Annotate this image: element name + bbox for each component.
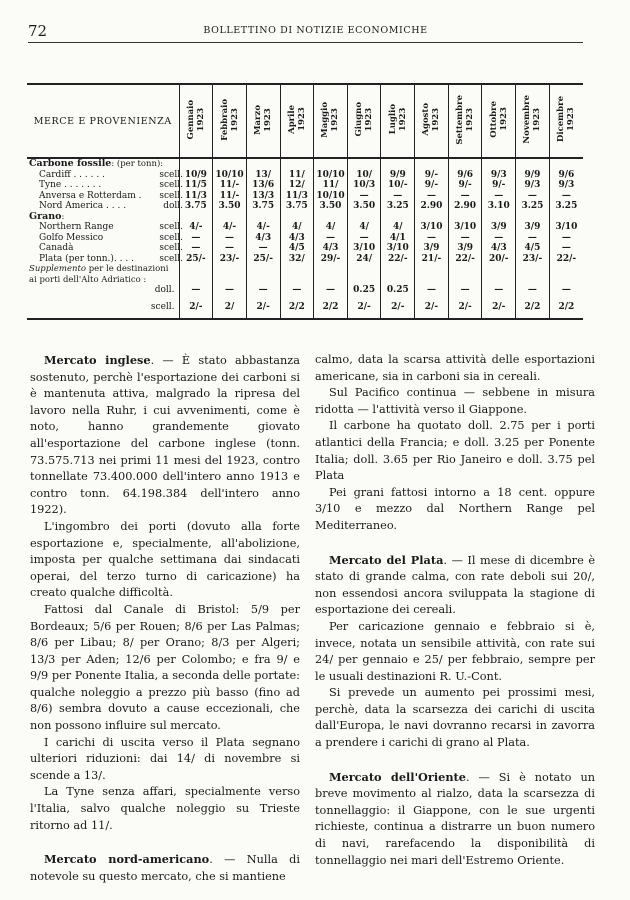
value-cell: 4/ xyxy=(381,222,415,233)
value-cell: — xyxy=(415,233,449,244)
value-cell: 3.25 xyxy=(516,201,550,212)
empty-cell xyxy=(314,212,348,223)
right-column-text xyxy=(315,352,595,869)
value-cell: — xyxy=(482,233,516,244)
page-header xyxy=(28,22,603,42)
row-label xyxy=(27,169,183,181)
value-cell: 3.50 xyxy=(314,201,348,212)
table-row-carbone xyxy=(27,201,583,212)
column-header-month: Ottobre 1923 xyxy=(482,84,516,158)
value-cell: — xyxy=(482,191,516,202)
value-cell: 3/9 xyxy=(448,243,482,254)
value-cell: 3.25 xyxy=(549,201,583,212)
table-row-supplemento xyxy=(27,285,583,302)
row-unit: scell. xyxy=(159,232,183,243)
row-unit: doll. xyxy=(163,201,183,211)
value-cell: — xyxy=(179,243,213,254)
row-unit: doll. xyxy=(154,285,175,295)
value-cell: — xyxy=(381,191,415,202)
value-cell: — xyxy=(179,285,213,302)
empty-cell xyxy=(415,158,449,170)
value-cell: 13/ xyxy=(246,170,280,181)
value-cell: 10/- xyxy=(381,180,415,191)
empty-cell xyxy=(347,158,381,170)
value-cell: 3.50 xyxy=(213,201,247,212)
row-label xyxy=(27,190,183,202)
empty-cell xyxy=(246,158,280,170)
column-header-month: Agosto 1923 xyxy=(415,84,449,158)
value-cell: 22/- xyxy=(549,254,583,265)
value-cell: — xyxy=(516,191,550,202)
value-cell: 9/- xyxy=(415,170,449,181)
row-name: Plata (per tonn.). . . . xyxy=(39,253,134,264)
value-cell: 2.90 xyxy=(415,201,449,212)
section-paragraph xyxy=(30,352,300,519)
row-name: Anversa e Rotterdam . xyxy=(39,190,142,201)
paragraph xyxy=(315,685,595,751)
paragraph-text: Il carbone ha quotato doll. 2.75 per i porti atlantici della Francia; e doll. 3.25 per Ponente Italia; doll. 3.65 per Rio Janeiro e doll. 3.75 pel Plata xyxy=(315,419,595,483)
value-cell: — xyxy=(179,233,213,244)
value-cell: — xyxy=(448,233,482,244)
value-cell: 11/ xyxy=(314,180,348,191)
value-cell: — xyxy=(549,191,583,202)
row-label xyxy=(27,285,179,302)
paragraph-text: . — È stato abbastanza sostenuto, perchè l'esportazione dei carboni si è mantenuta attiva, malgrado la ripresa del lavoro nella Ruhr, i cui avvenimenti, come è noto, hanno grandemente giovato all'esportazione del carbone inglese (tonn. 73.575.713 nei primi 11 mesi del 1923, contro tonnellate 73.400.000 dell'intero anno 1913 e contro tonn. 64.198.384 dell'intero anno 1922). xyxy=(30,354,300,517)
value-cell: 2/2 xyxy=(549,302,583,320)
value-cell: — xyxy=(347,191,381,202)
value-cell: 11/5 xyxy=(179,180,213,191)
paragraph-text: Si prevede un aumento pei prossimi mesi, perchè, data la scarsezza dei carichi di uscita dall'Europa, le navi dovranno recarsi in zavorra a prendere i carichi di grano al Plata. xyxy=(315,686,595,750)
value-cell: 2.90 xyxy=(448,201,482,212)
empty-cell xyxy=(213,158,247,170)
value-cell: 9/- xyxy=(448,180,482,191)
empty-cell xyxy=(516,212,550,223)
value-cell: 13/6 xyxy=(246,180,280,191)
value-cell: 9/6 xyxy=(549,170,583,181)
value-cell: 9/9 xyxy=(381,170,415,181)
value-cell: 3/9 xyxy=(516,222,550,233)
paragraph-text: calmo, data la scarsa attività delle esportazioni americane, sia in carboni sia in cereali. xyxy=(315,353,595,383)
table-row-plata xyxy=(27,254,583,265)
empty-cell xyxy=(415,264,449,285)
row-label xyxy=(27,180,183,191)
column-header-month: Maggio 1923 xyxy=(314,84,348,158)
value-cell: — xyxy=(415,285,449,302)
column-header-month: Gennaio 1923 xyxy=(179,84,213,158)
paragraph xyxy=(315,352,595,385)
empty-cell xyxy=(549,158,583,170)
value-cell: — xyxy=(246,243,280,254)
value-cell: — xyxy=(246,285,280,302)
value-cell: 4/5 xyxy=(516,243,550,254)
value-cell: 4/5 xyxy=(280,243,314,254)
value-cell: — xyxy=(549,233,583,244)
value-cell: 3/10 xyxy=(347,243,381,254)
row-label xyxy=(27,243,183,254)
value-cell: 4/ xyxy=(347,222,381,233)
value-cell: 25/- xyxy=(179,254,213,265)
value-cell: 3.25 xyxy=(381,201,415,212)
empty-cell xyxy=(448,264,482,285)
section-heading: Mercato dell'Oriente xyxy=(329,769,466,784)
empty-cell xyxy=(179,212,213,223)
empty-cell xyxy=(381,158,415,170)
value-cell: 2/- xyxy=(246,302,280,320)
value-cell: 2/- xyxy=(415,302,449,320)
value-cell: 3.75 xyxy=(179,201,213,212)
value-cell: 3/10 xyxy=(381,243,415,254)
value-cell: — xyxy=(280,285,314,302)
value-cell: — xyxy=(448,285,482,302)
row-label xyxy=(27,253,183,265)
value-cell: 2/2 xyxy=(314,302,348,320)
paragraph xyxy=(315,385,595,418)
table-row-carbone xyxy=(27,191,583,202)
section-paragraph xyxy=(315,552,595,619)
value-cell: — xyxy=(314,233,348,244)
value-cell: 2/2 xyxy=(280,302,314,320)
value-cell: 4/3 xyxy=(280,233,314,244)
value-cell: — xyxy=(549,243,583,254)
value-cell: 10/ xyxy=(347,170,381,181)
value-cell: 21/- xyxy=(415,254,449,265)
paragraph-text: . — Il mese di dicembre è stato di grande calma, con rate deboli sui 20/, non essendosi ancora sviluppata la stagione di esportazione dei cereali. xyxy=(315,553,596,617)
value-cell: 32/ xyxy=(280,254,314,265)
paragraph-text: Per caricazione gennaio e febbraio si è, invece, notata un sensibile attività, con rate sui 24/ per gennaio e 25/ per febbraio, sempre per le usuali destinazioni R. U.-Cont. xyxy=(315,619,595,683)
column-header-month: Settembre 1923 xyxy=(448,84,482,158)
paragraph xyxy=(30,519,300,602)
value-cell: 3/10 xyxy=(549,222,583,233)
table-body xyxy=(27,158,583,319)
value-cell: 4/- xyxy=(246,222,280,233)
header-rule xyxy=(28,42,583,43)
value-cell: 9/3 xyxy=(482,170,516,181)
section-heading: Mercato nord-americano xyxy=(44,852,210,867)
value-cell: 9/- xyxy=(482,180,516,191)
empty-cell xyxy=(314,264,348,285)
value-cell: 0.25 xyxy=(347,285,381,302)
value-cell: 3/9 xyxy=(415,243,449,254)
value-cell: — xyxy=(482,285,516,302)
value-cell: — xyxy=(516,285,550,302)
value-cell: — xyxy=(448,191,482,202)
value-cell: 9/9 xyxy=(516,170,550,181)
empty-cell xyxy=(448,212,482,223)
value-cell: 3/10 xyxy=(448,222,482,233)
value-cell: 2/2 xyxy=(516,302,550,320)
table-row-carbone xyxy=(27,180,583,191)
empty-cell xyxy=(179,158,213,170)
value-cell: 22/- xyxy=(448,254,482,265)
value-cell: — xyxy=(213,233,247,244)
value-cell: 2/- xyxy=(347,302,381,320)
paragraph-text: I carichi di uscita verso il Plata segnano ulteriori riduzioni: dai 14/ di novembre si scende a 13/. xyxy=(30,735,300,782)
value-cell: 3.75 xyxy=(246,201,280,212)
paragraph xyxy=(315,485,595,535)
table-row-carbone xyxy=(27,170,583,181)
empty-cell xyxy=(482,264,516,285)
paragraph-text: La Tyne senza affari, specialmente verso l'Italia, salvo qualche noleggio su Trieste ritorno ad 11/. xyxy=(30,785,300,832)
paragraph-text: . — Nulla di notevole su questo mercato, che si mantiene xyxy=(30,853,300,883)
group-title: Grano xyxy=(29,210,62,222)
empty-cell xyxy=(246,264,280,285)
value-cell: 3/10 xyxy=(415,222,449,233)
empty-cell xyxy=(482,158,516,170)
value-cell: 3.10 xyxy=(482,201,516,212)
empty-cell xyxy=(482,212,516,223)
left-column-text xyxy=(30,352,300,885)
value-cell: 3.75 xyxy=(280,201,314,212)
value-cell: — xyxy=(347,233,381,244)
supplemento-description: per le destinazioni ai porti dell'Alto Adriatico : xyxy=(29,264,169,285)
value-cell: 11/3 xyxy=(179,191,213,202)
column-header-month: Novembre 1923 xyxy=(516,84,550,158)
column-header-merce: MERCE E PROVENIENZA xyxy=(33,115,172,127)
value-cell: 11/- xyxy=(213,180,247,191)
row-label xyxy=(27,222,183,233)
paragraph-text: L'ingombro dei porti (dovuto alla forte esportazione e, specialmente, all'abolizione, imposta per qualche settimana dai sindacati operai, del terzo turno di caricazione) ha creato qualche difficoltà. xyxy=(30,519,300,600)
row-unit: scell. xyxy=(159,222,183,232)
group-subtitle: : xyxy=(61,211,65,222)
row-unit: scell. xyxy=(159,180,183,190)
value-cell: 0.25 xyxy=(381,285,415,302)
section-paragraph xyxy=(315,769,595,870)
value-cell: 2/- xyxy=(448,302,482,320)
empty-cell xyxy=(516,158,550,170)
value-cell: 22/- xyxy=(381,254,415,265)
section-heading: Mercato del Plata xyxy=(329,552,444,567)
value-cell: 2/- xyxy=(482,302,516,320)
value-cell: 11/- xyxy=(213,191,247,202)
paragraph xyxy=(30,784,300,834)
section-heading: Mercato inglese xyxy=(44,353,151,367)
value-cell: — xyxy=(415,191,449,202)
column-header-month: Marzo 1923 xyxy=(246,84,280,158)
value-cell: 9/3 xyxy=(549,180,583,191)
empty-cell xyxy=(516,264,550,285)
value-cell: 4/- xyxy=(213,222,247,233)
value-cell: 9/- xyxy=(415,180,449,191)
value-cell: — xyxy=(516,233,550,244)
value-cell: 4/ xyxy=(314,222,348,233)
row-unit: scell. xyxy=(159,243,183,253)
value-cell: 29/- xyxy=(314,254,348,265)
value-cell: 4/3 xyxy=(482,243,516,254)
value-cell: 10/10 xyxy=(213,170,247,181)
row-label xyxy=(27,232,183,244)
supplemento-title: Supplemento xyxy=(29,264,87,274)
row-name: Cardiff . . . . . . xyxy=(39,169,105,180)
table-header-row xyxy=(27,84,583,158)
column-header-month: Aprile 1923 xyxy=(280,84,314,158)
value-cell: 4/1 xyxy=(381,233,415,244)
value-cell: 9/3 xyxy=(516,180,550,191)
paragraph xyxy=(315,619,595,685)
column-header-month: Febbraio 1923 xyxy=(213,84,247,158)
group-title: Carbone fossile xyxy=(29,158,112,169)
empty-cell xyxy=(179,264,213,285)
paragraph xyxy=(315,418,595,484)
group-carbone-label xyxy=(27,158,179,170)
empty-cell xyxy=(213,264,247,285)
row-name: Golfo Messico xyxy=(39,232,104,243)
empty-cell xyxy=(347,264,381,285)
value-cell: 25/- xyxy=(246,254,280,265)
freight-rates-table xyxy=(27,83,583,320)
value-cell: 4/3 xyxy=(314,243,348,254)
value-cell: 9/6 xyxy=(448,170,482,181)
value-cell: 12/ xyxy=(280,180,314,191)
value-cell: 11/ xyxy=(280,170,314,181)
group-row-carbone xyxy=(27,158,583,170)
value-cell: 3.50 xyxy=(347,201,381,212)
column-header-month: Luglio 1923 xyxy=(381,84,415,158)
paragraph-text: Fattosi dal Canale di Bristol: 5/9 per Bordeaux; 5/6 per Rouen; 8/6 per Las Palmas; 8/6 per Libau; 8/ per Orano; 8/3 per Algeri; 13/3 per Aden; 12/6 per Colombo; e fra 9/ e 9/9 per Ponente Italia, a seconda delle portate: qualche noleggio a prezzo più basso (fino ad 8/6) sembra dovuto a cause eccezionali, che non possono influire sul mercato. xyxy=(30,602,300,733)
empty-cell xyxy=(415,212,449,223)
row-label xyxy=(27,302,179,320)
table-row-grano xyxy=(27,243,583,254)
value-cell: — xyxy=(314,285,348,302)
value-cell: 4/ xyxy=(280,222,314,233)
value-cell: 2/- xyxy=(381,302,415,320)
empty-cell xyxy=(381,212,415,223)
value-cell: 13/3 xyxy=(246,191,280,202)
empty-cell xyxy=(549,212,583,223)
row-name: Nord America . . . . xyxy=(39,201,127,211)
value-cell: 10/3 xyxy=(347,180,381,191)
value-cell: — xyxy=(213,243,247,254)
group-grano-label xyxy=(27,212,179,223)
supplemento-label xyxy=(27,264,179,285)
row-unit: scell. xyxy=(159,190,183,201)
value-cell: 10/10 xyxy=(314,170,348,181)
running-title: BOLLETTINO DI NOTIZIE ECONOMICHE xyxy=(203,25,428,36)
empty-cell xyxy=(381,264,415,285)
value-cell: — xyxy=(213,285,247,302)
value-cell: 4/- xyxy=(179,222,213,233)
value-cell: 2/- xyxy=(179,302,213,320)
table-row-grano xyxy=(27,233,583,244)
value-cell: — xyxy=(549,285,583,302)
empty-cell xyxy=(448,158,482,170)
value-cell: 23/- xyxy=(213,254,247,265)
group-subtitle: : (per tonn): xyxy=(111,159,164,169)
empty-cell xyxy=(314,158,348,170)
row-name: Canadà xyxy=(39,243,74,253)
value-cell: 20/- xyxy=(482,254,516,265)
row-name: Northern Range xyxy=(39,222,114,232)
row-unit: scell. xyxy=(150,301,175,312)
page-number: 72 xyxy=(28,22,48,40)
value-cell: 4/3 xyxy=(246,233,280,244)
empty-cell xyxy=(280,212,314,223)
empty-cell xyxy=(280,264,314,285)
paragraph-text: . — Si è notato un breve movimento al rialzo, data la scarsezza di tonnellaggio: il Giappone, con le sue urgenti richieste, continua a distrarre un buon numero di navi, rarefacendo la disponibilità di tonnellaggio nei mari dell'Estremo Oriente. xyxy=(315,770,595,867)
row-name: Tyne . . . . . . . xyxy=(39,180,102,190)
value-cell: 3/9 xyxy=(482,222,516,233)
column-header-month: Giugno 1923 xyxy=(347,84,381,158)
value-cell: 11/3 xyxy=(280,191,314,202)
value-cell: 24/ xyxy=(347,254,381,265)
empty-cell xyxy=(213,212,247,223)
column-header-month: Dicembre 1923 xyxy=(549,84,583,158)
empty-cell xyxy=(246,212,280,223)
row-unit: scell. xyxy=(159,253,183,264)
empty-cell xyxy=(347,212,381,223)
section-paragraph xyxy=(30,851,300,885)
paragraph-text: Pei grani fattosi intorno a 18 cent. oppure 3/10 e mezzo dal Northern Range pel Mediterraneo. xyxy=(315,485,595,532)
table-row-supplemento xyxy=(27,302,583,320)
table-row-grano xyxy=(27,222,583,233)
value-cell: 10/9 xyxy=(179,170,213,181)
empty-cell xyxy=(280,158,314,170)
value-cell: 10/10 xyxy=(314,191,348,202)
group-row-grano xyxy=(27,212,583,223)
paragraph xyxy=(30,735,300,785)
empty-cell xyxy=(549,264,583,285)
paragraph xyxy=(30,602,300,735)
row-unit: scell. xyxy=(159,169,183,180)
group-row-supplemento xyxy=(27,264,583,285)
paragraph-text: Sul Pacifico continua — sebbene in misura ridotta — l'attività verso il Giappone. xyxy=(315,386,595,416)
value-cell: 2/ xyxy=(213,302,247,320)
value-cell: 23/- xyxy=(516,254,550,265)
